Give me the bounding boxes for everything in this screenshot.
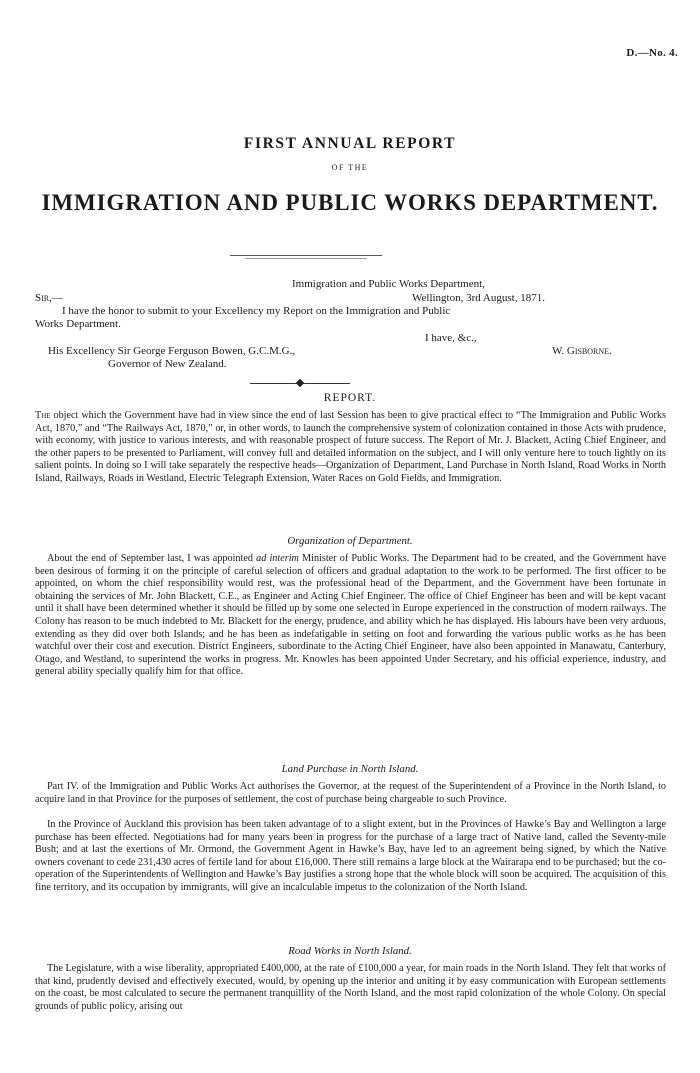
organization-text-start: About the end of September last, I was appointed — [47, 553, 257, 564]
organization-italic-term: ad interim — [256, 553, 299, 564]
report-title: FIRST ANNUAL REPORT — [243, 135, 457, 152]
divider-diamond-icon — [296, 379, 304, 387]
document-reference: D.—No. 4. — [626, 47, 678, 59]
land-purchase-paragraph-2 — [35, 819, 666, 895]
letter-body-line-1: I have the honor to submit to your Excellency my Report on the Immigration and Public — [62, 305, 451, 317]
letter-signature: W. Gisborne. — [552, 345, 612, 357]
road-works-heading: Road Works in North Island. — [288, 945, 412, 957]
report-heading: REPORT. — [323, 392, 377, 404]
organization-paragraph — [35, 553, 666, 679]
intro-lead-word: The — [35, 410, 51, 421]
land-purchase-text-2: In the Province of Auckland this provision has been taken advantage of to a slight extent, but in the Provinces of Hawke’s Bay and Wellington a large purchase has been effected. Negotiations had for many years been in progress for the purchase of a large tract of Native land, called the Seventy-mile Bush; and at last the exertions of Mr. Ormond, the Government Agent in Hawke’s Bay, have led to an agreement being signed, by which the Native owners covenant to cede 231,430 acres of fertile land for about £16,000. There still remains a large block at the Wairarapa end to be purchased; but the co-operation of the Superintendents of Wellington and Hawke’s Bay justifies a strong hope that the whole block will soon be acquired. The acquisition of this fine territory, and its occupation by immigrants, will give an incalculable impetus to the colonization of the North Island. — [35, 819, 666, 893]
land-purchase-heading: Land Purchase in North Island. — [281, 763, 419, 775]
letter-closing: I have, &c., — [425, 332, 477, 344]
road-works-text: The Legislature, with a wise liberality, appropriated £400,000, at the rate of £100,000 a year, for main roads in the North Island. They felt that works of that kind, prudently devised and effectively executed, would, by opening up the interior and uniting it by easy communication with European settlements on the coast, be most calculated to secure the permanent tranquillity of the North Island, and the most rapid colonization of the whole Colony. On special grounds of public policy, arising out — [35, 963, 666, 1012]
letter-addressee: His Excellency Sir George Ferguson Bowen, G.C.M.G., — [48, 345, 296, 357]
letter-body-line-2: Works Department. — [35, 318, 121, 330]
department-title: IMMIGRATION AND PUBLIC WORKS DEPARTMENT. — [41, 190, 659, 215]
intro-text: object which the Government have had in view since the end of last Session has been to give practical effect to “The Immigration and Public Works Act, 1870,” and “The Railways Act, 1870,” or, in other words, to launch the comprehensive system of colonization contained in those Acts with prudence, with economy, with justice to various interests, and with reasonable prospect of future success. The Report of Mr. J. Blackett, Acting Chief Engineer, and the other papers to be presented to Parliament, will convey full and detailed information on the subject, and I will only venture here to touch lightly on its salient points. In doing so I will take separately the respective heads—Organization of Department, Land Purchase in North Island, Road Works in North Island, Railways, Roads in Westland, Electric Telegraph Extension, Water Races on Gold Fields, and Immigration. — [35, 410, 666, 484]
letter-place-date: Wellington, 3rd August, 1871. — [412, 292, 545, 304]
title-divider-secondary — [245, 258, 367, 259]
letter-salutation: Sir,— — [35, 292, 63, 304]
road-works-paragraph — [35, 963, 666, 1013]
organization-text-rest: Minister of Public Works. The Department had to be created, and the Government have been desirous of forming it on the principle of careful selection of officers and gradual adaptation to the work to be performed. The first officer to be appointed, on whom the chief responsibility would rest, was the professional head of the Department, and the Government have been fortunate in obtaining the services of Mr. John Blackett, C.E., as Engineer and Acting Chief Engineer. The office of Chief Engineer has been and will be kept vacant until it shall have been determined whether it should be filled up by some one selected in Europe experienced in the construction of modern railways. The Colony has reason to be much indebted to Mr. Blackett for the energy, prudence, and ability which he has displayed. His labours have been very arduous, extending as they did over both Islands; and he has been as indefatigable in setting on foot and forwarding the various public works as he has been watchful over their cost and execution. District Engineers, subordinate to the Acting Chief Engineer, have also been appointed in Manawatu, Canterbury, Otago, and Westland, to superintend the works in progress. Mr. Knowles has been appointed Under Secretary, and his official experience, industry, and general ability specially qualify him for that office. — [35, 553, 667, 678]
letter-addressee-title: Governor of New Zealand. — [108, 358, 227, 370]
letter-department: Immigration and Public Works Department, — [292, 278, 485, 290]
title-connector: OF THE — [331, 163, 369, 172]
intro-paragraph — [35, 410, 666, 486]
land-purchase-text-1: Part IV. of the Immigration and Public Works Act authorises the Governor, at the request of the Superintendent of a Province in the North Island, to acquire land in that Province for the purposes of settlement, the cost of purchase being chargeable to such Province. — [35, 781, 666, 805]
organization-heading: Organization of Department. — [287, 535, 413, 547]
land-purchase-paragraph-1 — [35, 781, 666, 806]
title-divider — [230, 255, 382, 256]
